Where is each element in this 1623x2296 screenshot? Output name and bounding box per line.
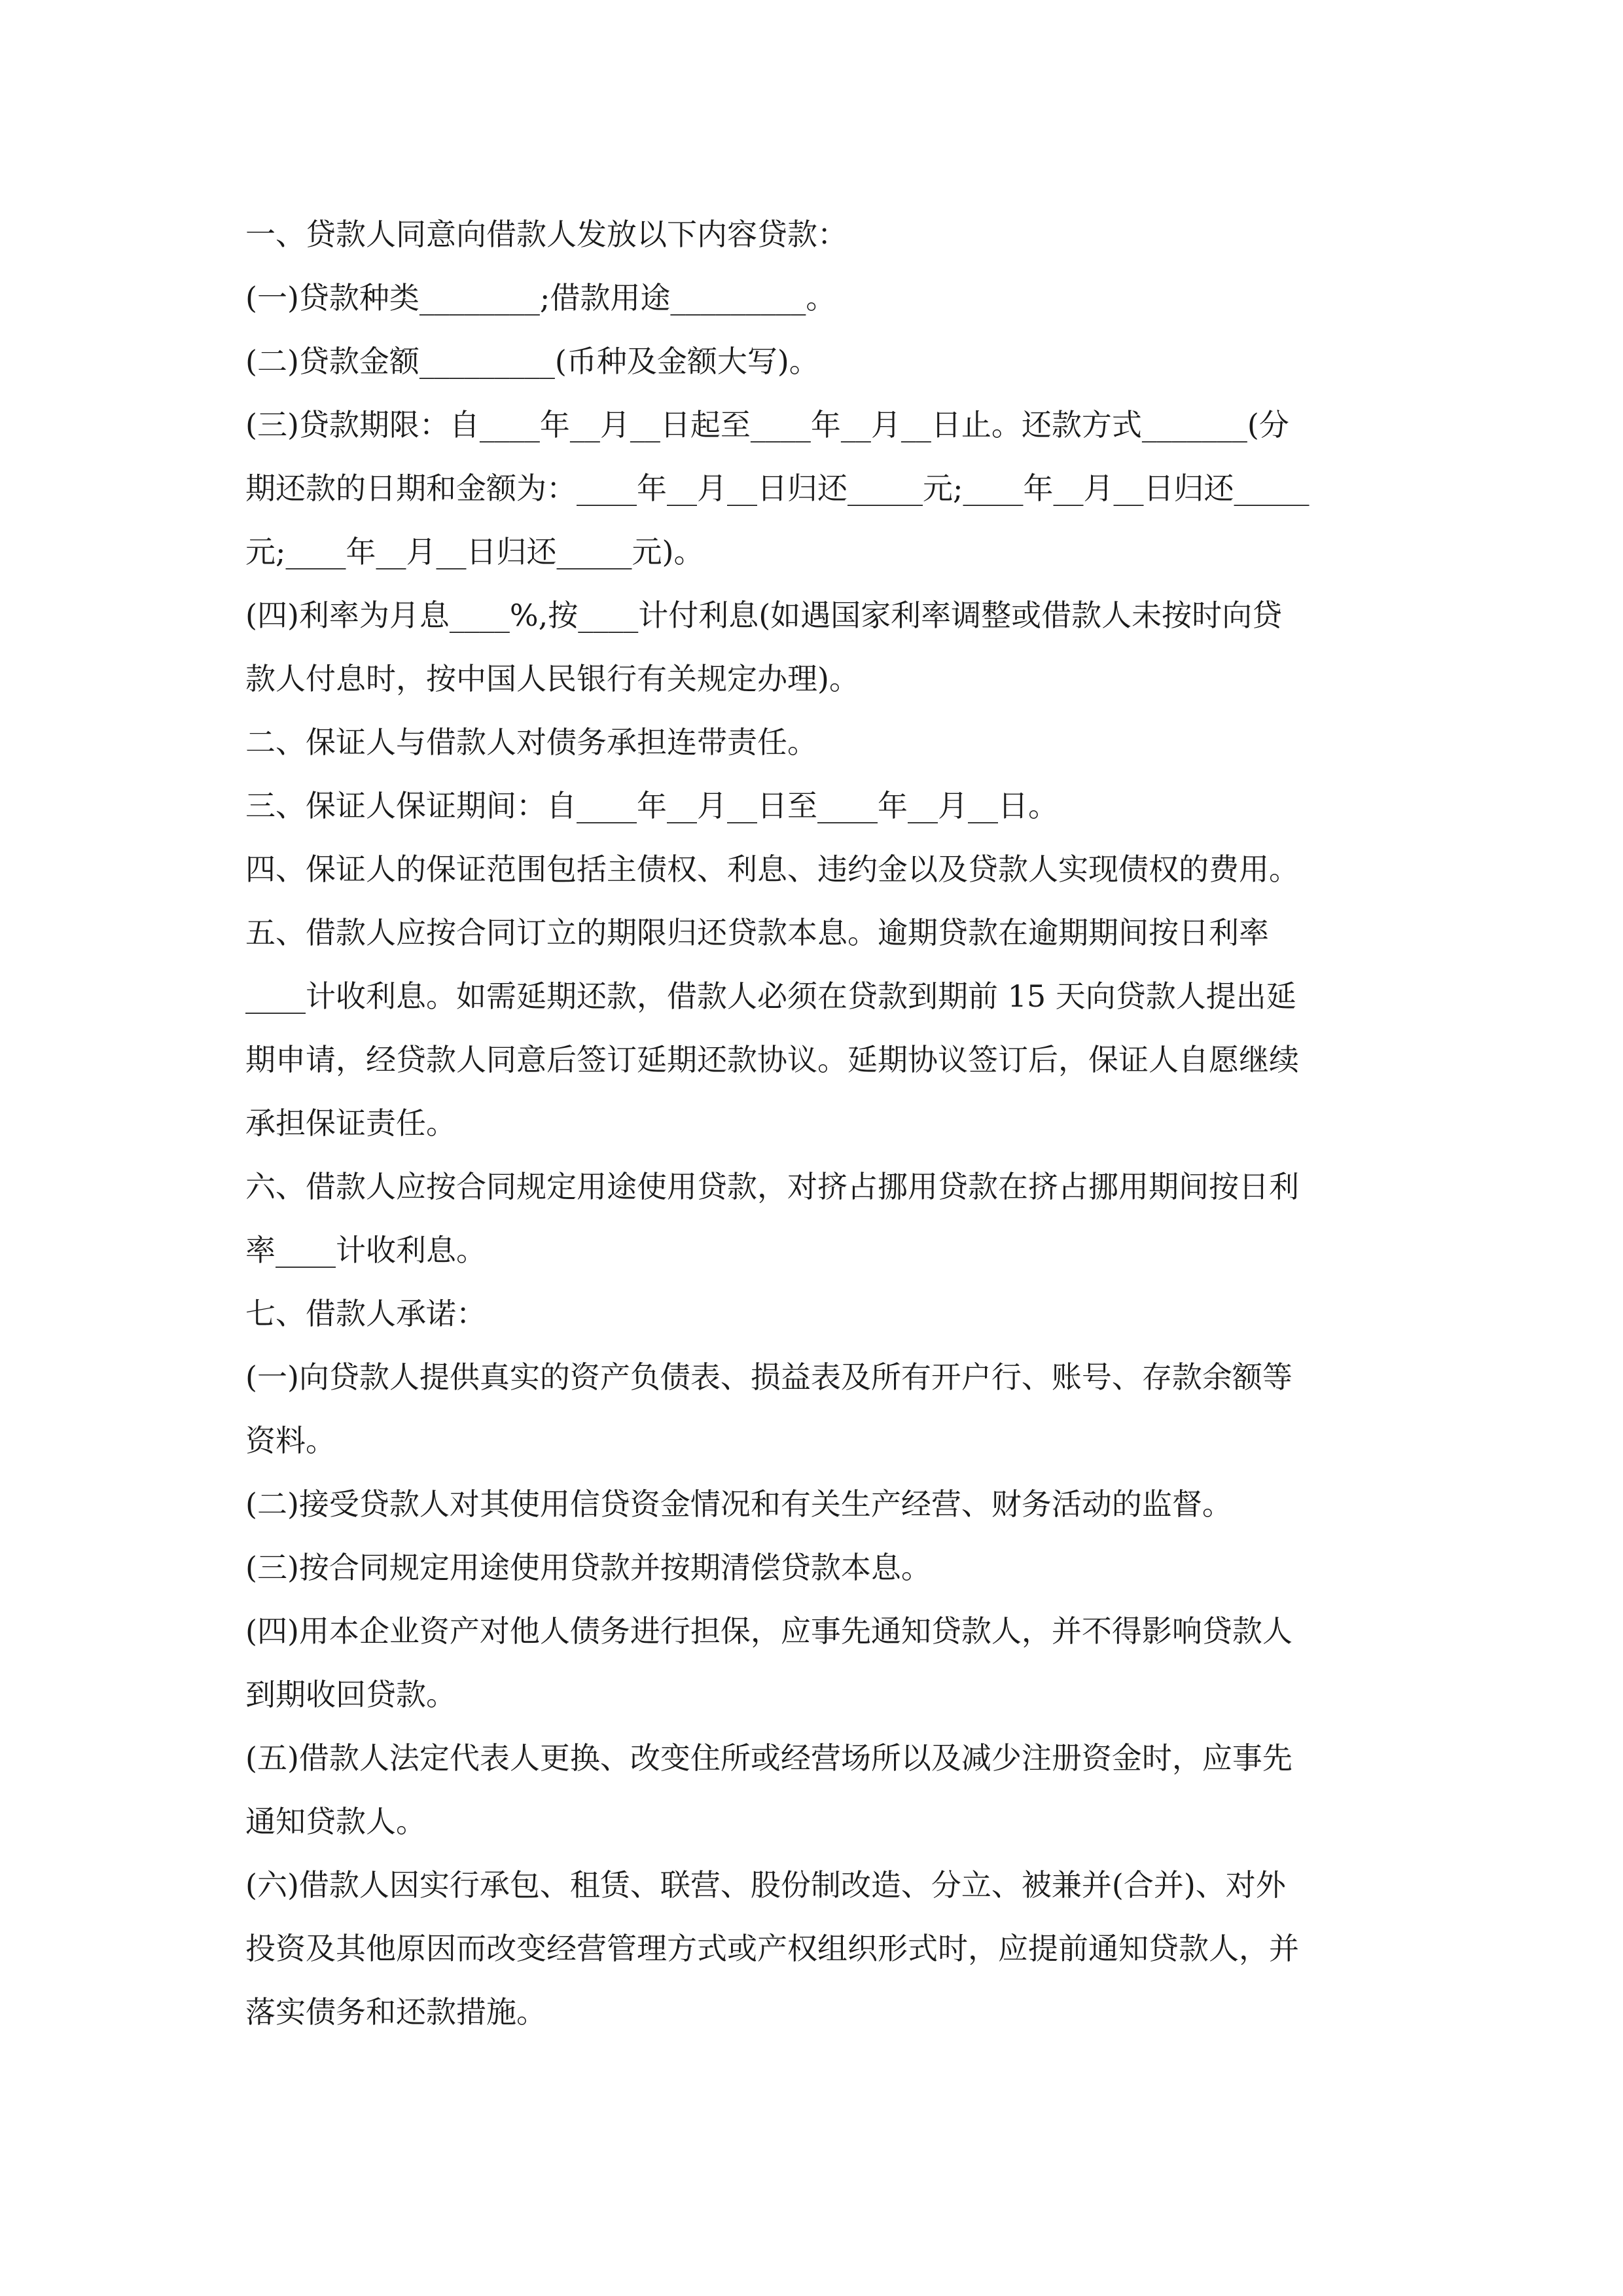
text-line: (三)贷款期限：自____年__月__日起至____年__月__日止。还款方式_______(分 (245, 407, 1289, 442)
document-page (245, 203, 1397, 2044)
text-line: 承担保证责任。 (245, 1105, 456, 1141)
text-line: 元;____年__月__日归还_____元)。 (245, 534, 704, 569)
text-line: 七、借款人承诺： (245, 1296, 486, 1331)
text-line: 一、贷款人同意向借款人发放以下内容贷款： (245, 217, 847, 252)
text-line: (一)贷款种类________;借款用途_________。 (245, 280, 836, 315)
text-line: 三、保证人保证期间：自____年__月__日至____年__月__日。 (245, 788, 1058, 823)
text-line: 二、保证人与借款人对债务承担连带责任。 (245, 725, 817, 760)
text-line: (五)借款人法定代表人更换、改变住所或经营场所以及减少注册资金时，应事先 (245, 1740, 1293, 1776)
text-line: (三)按合同规定用途使用贷款并按期清偿贷款本息。 (245, 1550, 931, 1585)
text-line: (六)借款人因实行承包、租赁、联营、股份制改造、分立、被兼并(合并)、对外 (245, 1867, 1286, 1903)
text-line: 六、借款人应按合同规定用途使用贷款，对挤占挪用贷款在挤占挪用期间按日利 (245, 1169, 1299, 1204)
text-line: 通知贷款人。 (245, 1804, 426, 1839)
text-line: 期还款的日期和金额为：____年__月__日归还_____元;____年__月__日归还_____ (245, 471, 1310, 506)
text-line: 落实债务和还款措施。 (245, 1994, 546, 2030)
text-line: 五、借款人应按合同订立的期限归还贷款本息。逾期贷款在逾期期间按日利率 (245, 915, 1269, 950)
text-line: (一)向贷款人提供真实的资产负债表、损益表及所有开户行、账号、存款余额等 (245, 1359, 1293, 1395)
text-line: 四、保证人的保证范围包括主债权、利息、违约金以及贷款人实现债权的费用。 (245, 852, 1299, 887)
text-line: 款人付息时，按中国人民银行有关规定办理)。 (245, 661, 859, 696)
text-line: (四)利率为月息____%,按____计付利息(如遇国家利率调整或借款人未按时向贷 (245, 598, 1283, 633)
text-line: (四)用本企业资产对他人债务进行担保，应事先通知贷款人，并不得影响贷款人 (245, 1613, 1293, 1649)
text-line: 期申请，经贷款人同意后签订延期还款协议。延期协议签订后，保证人自愿继续 (245, 1042, 1299, 1077)
text-line: 资料。 (245, 1423, 336, 1458)
text-line: (二)贷款金额_________(币种及金额大写)。 (245, 344, 819, 379)
text-line: 率____计收利息。 (245, 1232, 486, 1268)
text-line: 到期收回贷款。 (245, 1677, 456, 1712)
text-line: (二)接受贷款人对其使用信贷资金情况和有关生产经营、财务活动的监督。 (245, 1486, 1232, 1522)
text-line: ____计收利息。如需延期还款，借款人必须在贷款到期前 15 天向贷款人提出延 (245, 978, 1296, 1014)
text-line: 投资及其他原因而改变经营管理方式或产权组织形式时，应提前通知贷款人，并 (245, 1931, 1299, 1966)
